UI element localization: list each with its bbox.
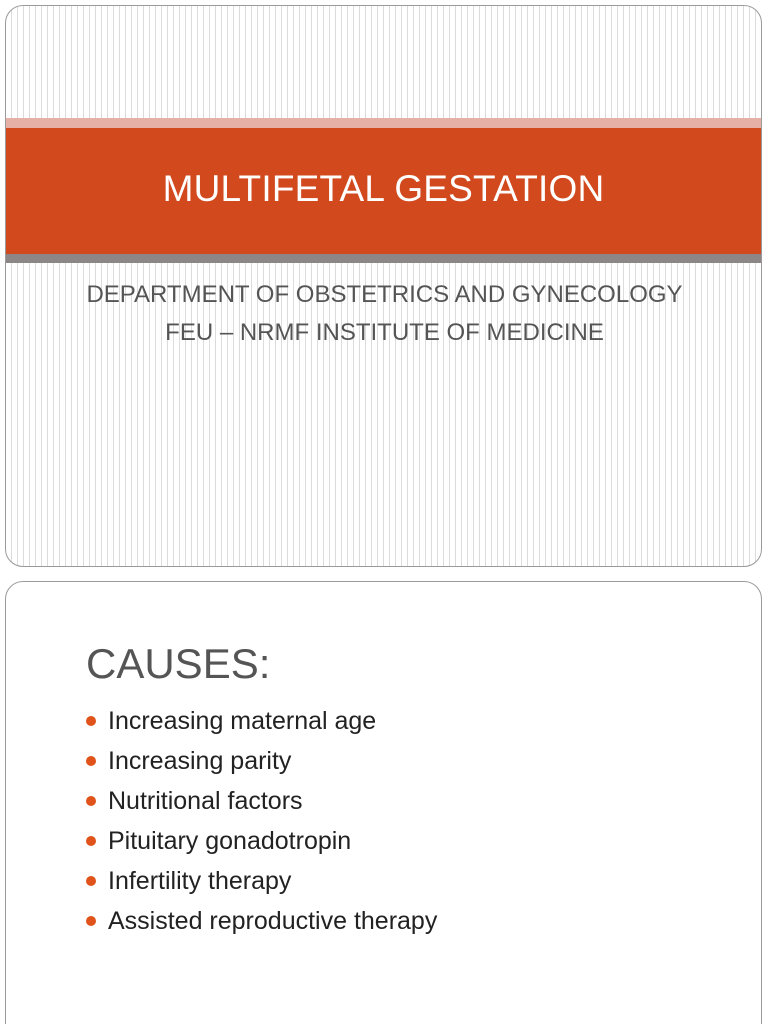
list-item-text: Assisted reproductive therapy: [108, 906, 438, 935]
title-band: [6, 128, 761, 254]
bullet-icon: [86, 916, 96, 926]
bullet-icon: [86, 796, 96, 806]
title-band-bottom-stripe: [6, 254, 761, 263]
slide-subtitle: [66, 278, 703, 350]
list-item: [86, 861, 437, 901]
causes-heading: CAUSES:: [86, 640, 271, 687]
list-item: [86, 901, 437, 941]
list-item-text: Infertility therapy: [108, 866, 292, 895]
title-band-top-stripe: [6, 118, 761, 128]
list-item: [86, 821, 437, 861]
bullet-icon: [86, 756, 96, 766]
title-slide: [5, 5, 762, 567]
list-item: [86, 741, 437, 781]
list-item: [86, 701, 437, 741]
list-item-text: Pituitary gonadotropin: [108, 826, 352, 855]
bullet-icon: [86, 716, 96, 726]
bullet-icon: [86, 836, 96, 846]
bullet-icon: [86, 876, 96, 886]
list-item-text: Increasing maternal age: [108, 706, 377, 735]
subtitle-institute: FEU – NRMF INSTITUTE OF MEDICINE: [165, 319, 604, 346]
list-item-text: Increasing parity: [108, 746, 292, 775]
causes-slide: [5, 581, 762, 1024]
subtitle-department: DEPARTMENT OF OBSTETRICS AND GYNECOLOGY: [86, 281, 683, 308]
slide-title: MULTIFETAL GESTATION: [162, 168, 605, 209]
list-item-text: Nutritional factors: [108, 786, 303, 815]
causes-list: [86, 701, 437, 941]
list-item: [86, 781, 437, 821]
